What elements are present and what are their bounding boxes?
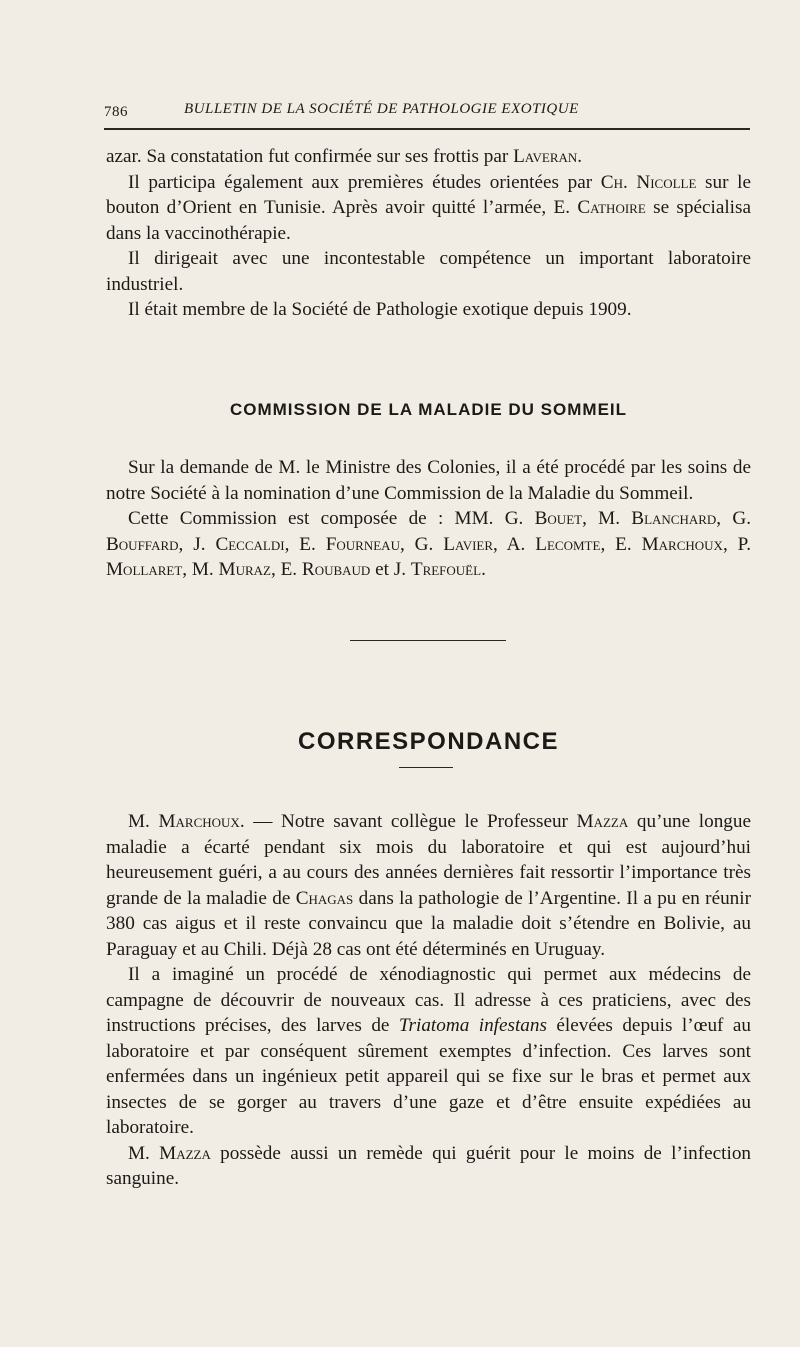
commission-paragraph-2: Cette Commission est composée de : MM. G. Bouet, M. Blanchard, G. Bouffard, J. Ceccaldi, E. Fourneau, G. Lavier, A. Lecomte, E. Marchoux, P. Mollaret, M. Muraz, E. Roubaud et J. Trefouël.	[106, 508, 752, 580]
commission-block	[106, 455, 751, 583]
correspondance-paragraph-3: M. Mazza possède aussi un remède qui guérit pour le moins de l’infection sanguine.	[106, 1142, 752, 1189]
commission-heading: COMMISSION DE LA MALADIE DU SOMMEIL	[229, 400, 628, 419]
section-divider	[350, 640, 506, 641]
obituary-block	[106, 144, 751, 323]
obituary-paragraph-4: Il était membre de la Société de Pathologie exotique depuis 1909.	[128, 299, 632, 320]
correspondance-paragraph-2: Il a imaginé un procédé de xénodiagnostic qui permet aux médecins de campagne de découvrir de nouveaux cas. Il adresse à ces praticiens, avec des instructions précises, des larves de Triatoma infestans élevées depuis l’œuf au laboratoire et par conséquent sûrement exemptes d’infection. Ces larves sont enfermées dans un ingénieux petit appareil qui se fixe sur le bras et permet aux insectes de se gorger au travers d’une gaze et d’être ensuite expédiées au laboratoire.	[106, 964, 751, 1138]
commission-paragraph-1: Sur la demande de M. le Ministre des Colonies, il a été procédé par les soins de notre Société à la nomination d’une Commission de la Maladie du Sommeil.	[106, 457, 751, 504]
header-rule	[104, 128, 750, 130]
heading-underline	[399, 767, 453, 768]
obituary-paragraph-1: azar. Sa constatation fut confirmée sur ses frottis par Laveran.	[106, 146, 583, 167]
correspondance-paragraph-1: M. Marchoux. — Notre savant collègue le Professeur Mazza qu’une longue maladie a écarté pendant six mois du laboratoire et qui est aujourd’hui heureusement guéri, a au cours des années dernières fait ressortir l’importance très grande de la maladie de Chagas dans la pathologie de l’Argentine. Il a pu en réunir 380 cas aigus et il reste convaincu que la maladie doit s’étendre en Bolivie, au Paraguay et au Chili. Déjà 28 cas ont été déterminés en Uruguay.	[106, 811, 751, 960]
correspondance-heading: CORRESPONDANCE	[297, 728, 560, 755]
obituary-paragraph-3: Il dirigeait avec une incontestable compétence un important laboratoire industriel.	[106, 248, 751, 295]
journal-title: BULLETIN DE LA SOCIÉTÉ DE PATHOLOGIE EXOTIQUE	[184, 101, 579, 117]
page-number: 786	[104, 104, 128, 120]
obituary-paragraph-2: Il participa également aux premières études orientées par Ch. Nicolle sur le bouton d’Orient en Tunisie. Après avoir quitté l’armée, E. Cathoire se spécialisa dans la vaccinothérapie.	[106, 171, 751, 244]
correspondance-block	[106, 809, 751, 1192]
